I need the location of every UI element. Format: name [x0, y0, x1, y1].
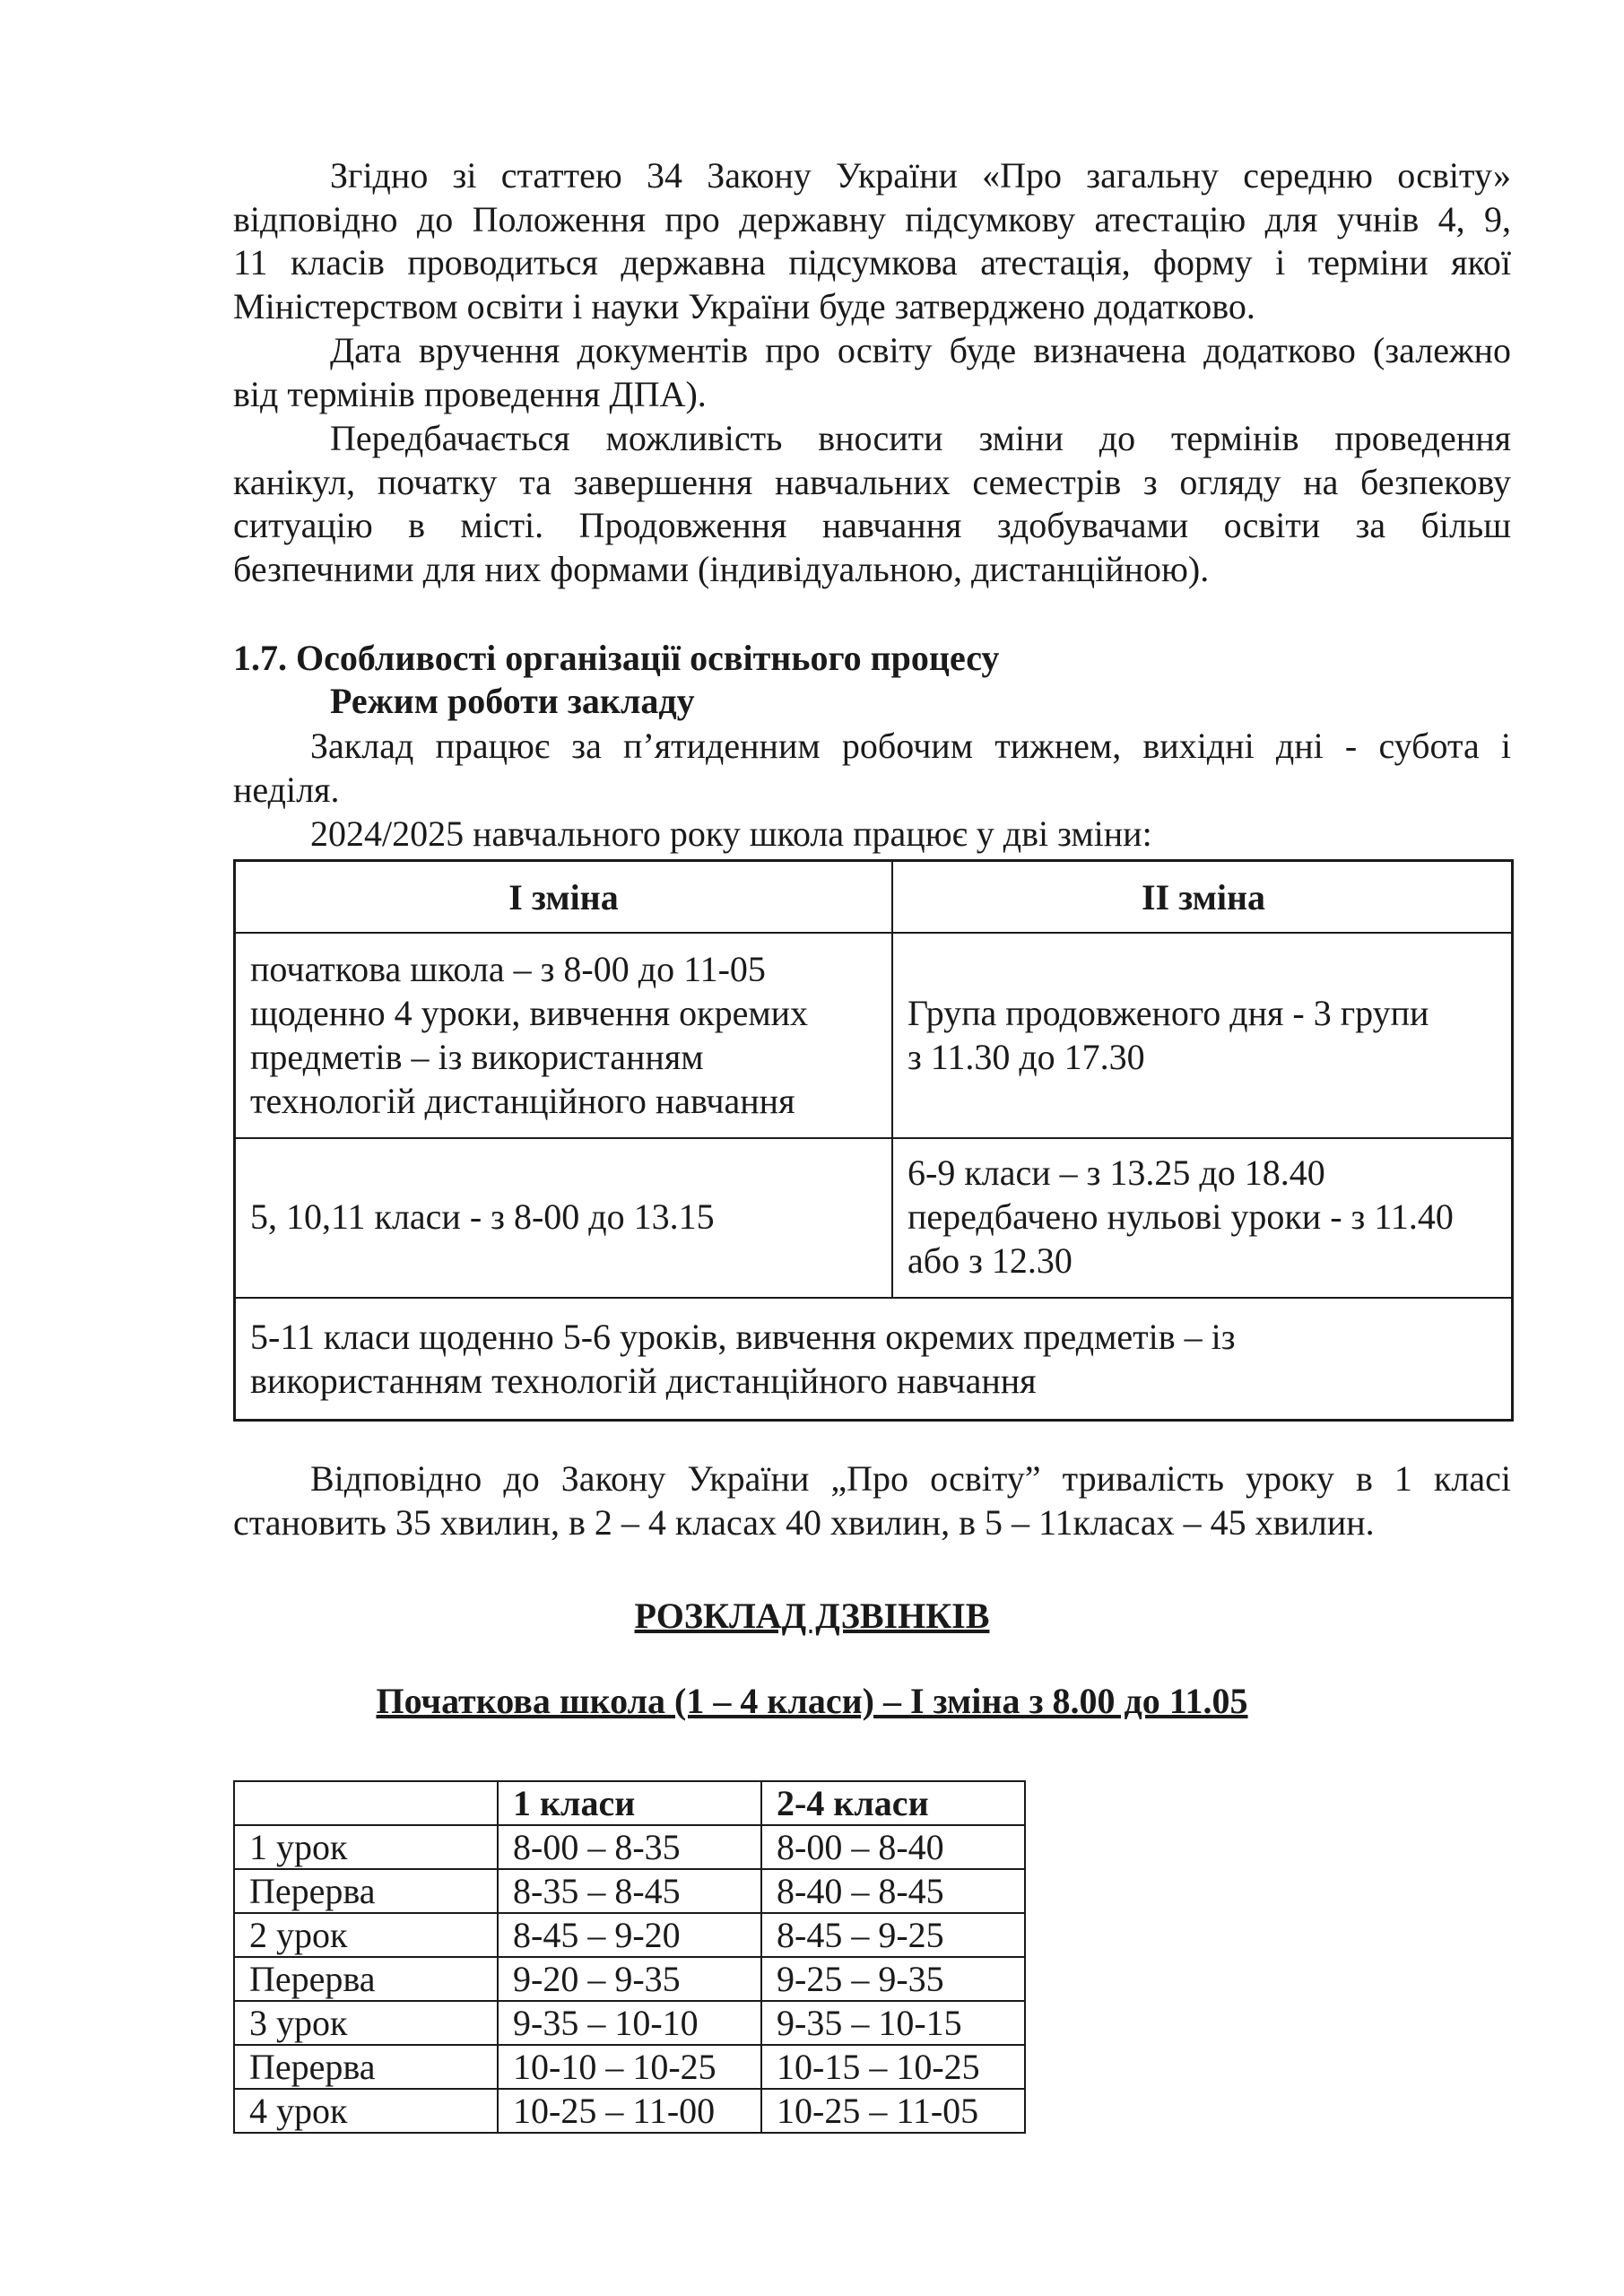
bell-row-grade-1: 8-45 – 9-20 — [498, 1913, 761, 1957]
bell-row-grade-1: 9-20 – 9-35 — [498, 1957, 761, 2001]
bell-row-grades-2-4: 8-45 – 9-25 — [761, 1913, 1025, 1957]
bell-row-grades-2-4: 8-00 – 8-40 — [761, 1825, 1025, 1869]
bell-table-header-row — [234, 1781, 1025, 1825]
work-week-paragraph — [233, 725, 1511, 812]
section-subheading: Режим роботи закладу — [330, 681, 695, 721]
bell-schedule-subtitle: Початкова школа (1 – 4 класи) – І зміна з 8.00 до 11.05 — [376, 1681, 1248, 1721]
r2c2-line-3: або з 12.30 — [908, 1240, 1073, 1281]
section-heading: 1.7. Особливості організації освітнього процесу — [233, 638, 1000, 678]
r3-line-1: 5-11 класи щоденно 5-6 уроків, вивчення окремих предметів – із — [250, 1317, 1236, 1357]
shift-2-extended-day-cell — [908, 991, 1429, 1079]
bell-row-grades-2-4: 8-40 – 8-45 — [761, 1869, 1025, 1913]
r1c2-line-1: Група продовженого дня - 3 групи — [908, 993, 1429, 1033]
intro-p3-line-4: безпечними для них формами (індивідуальною, дистанційною). — [233, 548, 1210, 589]
bell-header-empty — [234, 1781, 498, 1825]
bell-header-grade-1: 1 класи — [498, 1781, 761, 1825]
bell-row-label: 4 урок — [234, 2089, 498, 2133]
intro-paragraph-3 — [233, 417, 1511, 591]
r1c1-line-3: предметів – із використанням — [250, 1037, 704, 1077]
grades-5-11-note-cell — [250, 1315, 1236, 1403]
bell-header-grades-2-4: 2-4 класи — [761, 1781, 1025, 1825]
intro-p3-line-3: ситуацію в місті. Продовження навчання здобувачами освіти за більш — [233, 505, 1511, 546]
bell-row-grade-1: 10-25 – 11-00 — [498, 2089, 761, 2133]
bell-row-label: 2 урок — [234, 1913, 498, 1957]
bell-row-grades-2-4: 10-15 – 10-25 — [761, 2045, 1025, 2089]
bell-row-label: Перерва — [234, 1869, 498, 1913]
table-row — [234, 2045, 1025, 2089]
intro-p1-line-2: відповідно до Положення про державну підсумкову атестацію для учнів 4, 9, — [233, 198, 1511, 239]
bell-schedule-title: РОЗКЛАД ДЗВІНКІВ — [634, 1596, 990, 1636]
r3-line-2: використанням технологій дистанційного навчання — [250, 1361, 1037, 1401]
r1c1-line-2: щоденно 4 уроки, вивчення окремих — [250, 993, 809, 1033]
table-row — [234, 1869, 1025, 1913]
r2c2-line-1: 6-9 класи – з 13.25 до 18.40 — [908, 1152, 1325, 1193]
bell-schedule-table — [233, 1780, 1026, 2134]
intro-paragraph-1 — [233, 154, 1511, 328]
bell-row-grades-2-4: 9-25 – 9-35 — [761, 1957, 1025, 2001]
bell-row-grade-1: 10-10 – 10-25 — [498, 2045, 761, 2089]
bell-row-grades-2-4: 9-35 – 10-15 — [761, 2001, 1025, 2045]
shifts-intro-text: 2024/2025 навчального року школа працює у дві зміни: — [310, 813, 1152, 854]
table-row — [234, 2001, 1025, 2045]
lesson-duration-line-1: Відповідно до Закону України „Про освіту” тривалість уроку в 1 класі — [310, 1458, 1511, 1499]
table-row — [234, 1913, 1025, 1957]
bell-row-label: Перерва — [234, 1957, 498, 2001]
r1c1-line-1: початкова школа – з 8-00 до 11-05 — [250, 949, 766, 989]
intro-paragraph-2 — [233, 329, 1511, 416]
bell-row-grades-2-4: 10-25 – 11-05 — [761, 2089, 1025, 2133]
shift-1-primary-school-cell — [250, 947, 808, 1123]
intro-p3-line-2: канікул, початку та завершення навчальних семестрів з огляду на безпекову — [233, 461, 1511, 502]
bell-row-label: Перерва — [234, 2045, 498, 2089]
shift-2-grades-6-9-cell — [908, 1151, 1454, 1283]
shift-1-grades-5-10-11-cell: 5, 10,11 класи - з 8-00 до 13.15 — [250, 1196, 715, 1237]
bell-row-grade-1: 8-00 – 8-35 — [498, 1825, 761, 1869]
work-week-line-2: неділя. — [233, 769, 340, 810]
r1c2-line-2: з 11.30 до 17.30 — [908, 1037, 1145, 1077]
table-row — [234, 2089, 1025, 2133]
intro-p2-line-2: від термінів проведення ДПА). — [233, 373, 707, 414]
intro-p1-line-1: Згідно зі статтею 34 Закону України «Про загальну середню освіту» — [330, 155, 1511, 196]
intro-p2-line-1: Дата вручення документів про освіту буде визначена додатково (залежно — [330, 330, 1511, 370]
bell-row-grade-1: 8-35 – 8-45 — [498, 1869, 761, 1913]
bell-row-label: 1 урок — [234, 1825, 498, 1869]
lesson-duration-paragraph — [233, 1457, 1511, 1544]
bell-row-label: 3 урок — [234, 2001, 498, 2045]
bell-row-grade-1: 9-35 – 10-10 — [498, 2001, 761, 2045]
work-week-line-1: Заклад працює за п’ятиденним робочим тижнем, вихідні дні - субота і — [310, 726, 1511, 766]
table-row — [234, 1957, 1025, 2001]
r2c2-line-2: передбачено нульові уроки - з 11.40 — [908, 1196, 1454, 1237]
lesson-duration-line-2: становить 35 хвилин, в 2 – 4 класах 40 хвилин, в 5 – 11класах – 45 хвилин. — [233, 1501, 1375, 1543]
shift-1-header: І зміна — [508, 877, 619, 918]
intro-p3-line-1: Передбачається можливість вносити зміни до термінів проведення — [330, 418, 1511, 458]
shift-2-header: ІІ зміна — [1141, 877, 1266, 918]
table-row — [234, 1825, 1025, 1869]
r1c1-line-4: технологій дистанційного навчання — [250, 1081, 795, 1121]
intro-p1-line-4: Міністерством освіти і науки України буде затверджено додатково. — [233, 285, 1255, 326]
shifts-table — [233, 859, 1514, 1422]
intro-p1-line-3: 11 класів проводиться державна підсумкова атестація, форму і терміни якої — [233, 242, 1511, 283]
